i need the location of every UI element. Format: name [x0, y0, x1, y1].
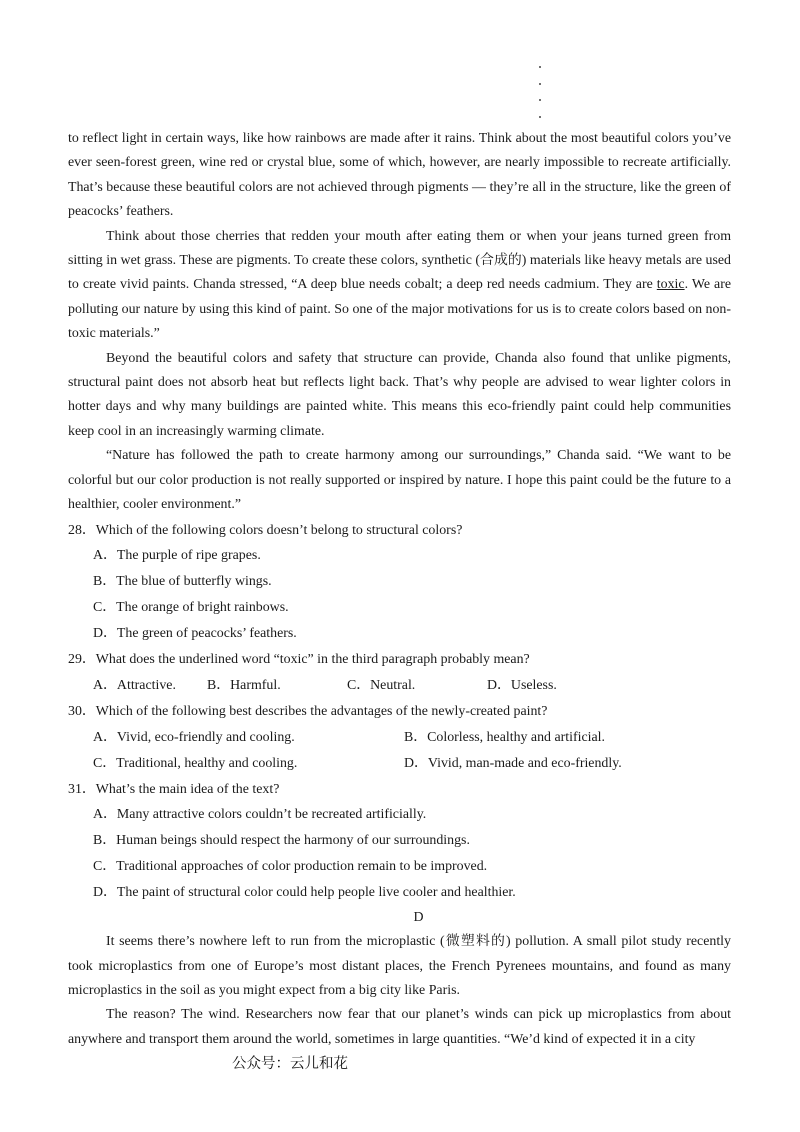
- question-stem: 30．Which of the following best describes the advantages of the newly-created paint?: [68, 703, 548, 719]
- passage-c-paragraph-3: Beyond the beautiful colors and safety that structure can provide, Chanda also found that unlike pigments, structural paint does not absorb heat but reflects light back. That’s why people are advised to wear lighter colors in hotter days and why many buildings are painted white. This means this eco-friendly paint could help communities keep cool in an increasingly warming climate.: [68, 350, 731, 439]
- option-c: C．Traditional, healthy and cooling.: [93, 755, 298, 771]
- option-c: C．Neutral.: [347, 677, 416, 693]
- question-31: [68, 777, 731, 907]
- option-a: A．The purple of ripe grapes.: [93, 548, 261, 564]
- dot: [539, 99, 541, 101]
- passage-c-paragraph-4: “Nature has followed the path to create harmony among our surroundings,” Chanda said. “We want to be colorful but our color production is not really supported or inspired by nature. I hope this paint could be the future to a healthier, cooler environment.”: [68, 448, 731, 513]
- question-30: [68, 699, 731, 777]
- option-c: C．Traditional approaches of color production remain to be improved.: [93, 859, 488, 875]
- options-row: [68, 751, 731, 777]
- passage-c-paragraph-2: [68, 225, 731, 347]
- page-continuation-dots: [538, 66, 544, 132]
- option-a: A．Many attractive colors couldn’t be recreated artificially.: [93, 807, 427, 823]
- question-28: [68, 518, 731, 648]
- footer-watermark-text: 公众号：云儿和花: [232, 1056, 348, 1072]
- question-29: [68, 647, 731, 699]
- option-a: A．Attractive.: [93, 677, 176, 693]
- passage-c-paragraph-1: to reflect light in certain ways, like how rainbows are made after it rains. Think about the most beautiful colors you’ve ever seen-forest green, wine red or crystal blue, some of which, however, are nearly impossible to recreate artificially. That’s because these beautiful colors are not achieved through pigments — they’re all in the structure, like the green of peacocks’ feathers.: [68, 131, 731, 220]
- option-d: D．The green of peacocks’ feathers.: [93, 626, 297, 642]
- option-b: B．The blue of butterfly wings.: [93, 574, 272, 590]
- section-heading-d: D: [413, 910, 424, 926]
- option-d: D．The paint of structural color could help people live cooler and healthier.: [93, 885, 516, 901]
- dot: [539, 66, 541, 68]
- passage-d-paragraph-1: It seems there’s nowhere left to run from the microplastic (微塑料的) pollution. A small pilot study recently took microplastics from one of Europe’s most distant places, the French Pyrenees mountains, and found as many microplastics in the soil as you might expect from a big city like Paris.: [68, 934, 731, 998]
- passage-d-paragraph-2: The reason? The wind. Researchers now fear that our planet’s winds can pick up microplastics from about anywhere and transport them around the world, sometimes in large quantities. “We’d kind of expected it in a city: [68, 1007, 731, 1047]
- option-d: D．Useless.: [487, 677, 557, 693]
- dot: [539, 116, 541, 118]
- options-row: [68, 725, 731, 751]
- document-page: [68, 127, 731, 1052]
- option-c: C．The orange of bright rainbows.: [93, 600, 289, 616]
- underlined-word-toxic: toxic: [656, 277, 685, 293]
- option-b: B．Colorless, healthy and artificial.: [404, 729, 605, 745]
- question-stem: 31．What’s the main idea of the text?: [68, 781, 280, 797]
- option-b: B．Human beings should respect the harmony of our surroundings.: [93, 833, 470, 849]
- paragraph-2-text-a: Think about those cherries that redden your mouth after eating them or when your jeans turned green from sitting in wet grass. These are pigments. To create these colors, synthetic (合成的) materials like heavy metals are used to create vivid paints. Chanda stressed, “A deep blue needs cobalt; a deep red needs cadmium. They are: [68, 228, 731, 293]
- option-a: A．Vivid, eco-friendly and cooling.: [93, 729, 295, 745]
- question-stem: 28．Which of the following colors doesn’t belong to structural colors?: [68, 522, 463, 538]
- paragraph-2-text-b: . We are polluting our nature by using this kind of paint. So one of the major motivations for us is to create colors based on non-toxic materials.”: [68, 277, 731, 342]
- question-stem: 29．What does the underlined word “toxic” in the third paragraph probably mean?: [68, 652, 530, 668]
- dot: [539, 83, 541, 85]
- option-b: B．Harmful.: [207, 677, 281, 693]
- options-row: [68, 673, 731, 699]
- option-d: D．Vivid, man-made and eco-friendly.: [404, 755, 622, 771]
